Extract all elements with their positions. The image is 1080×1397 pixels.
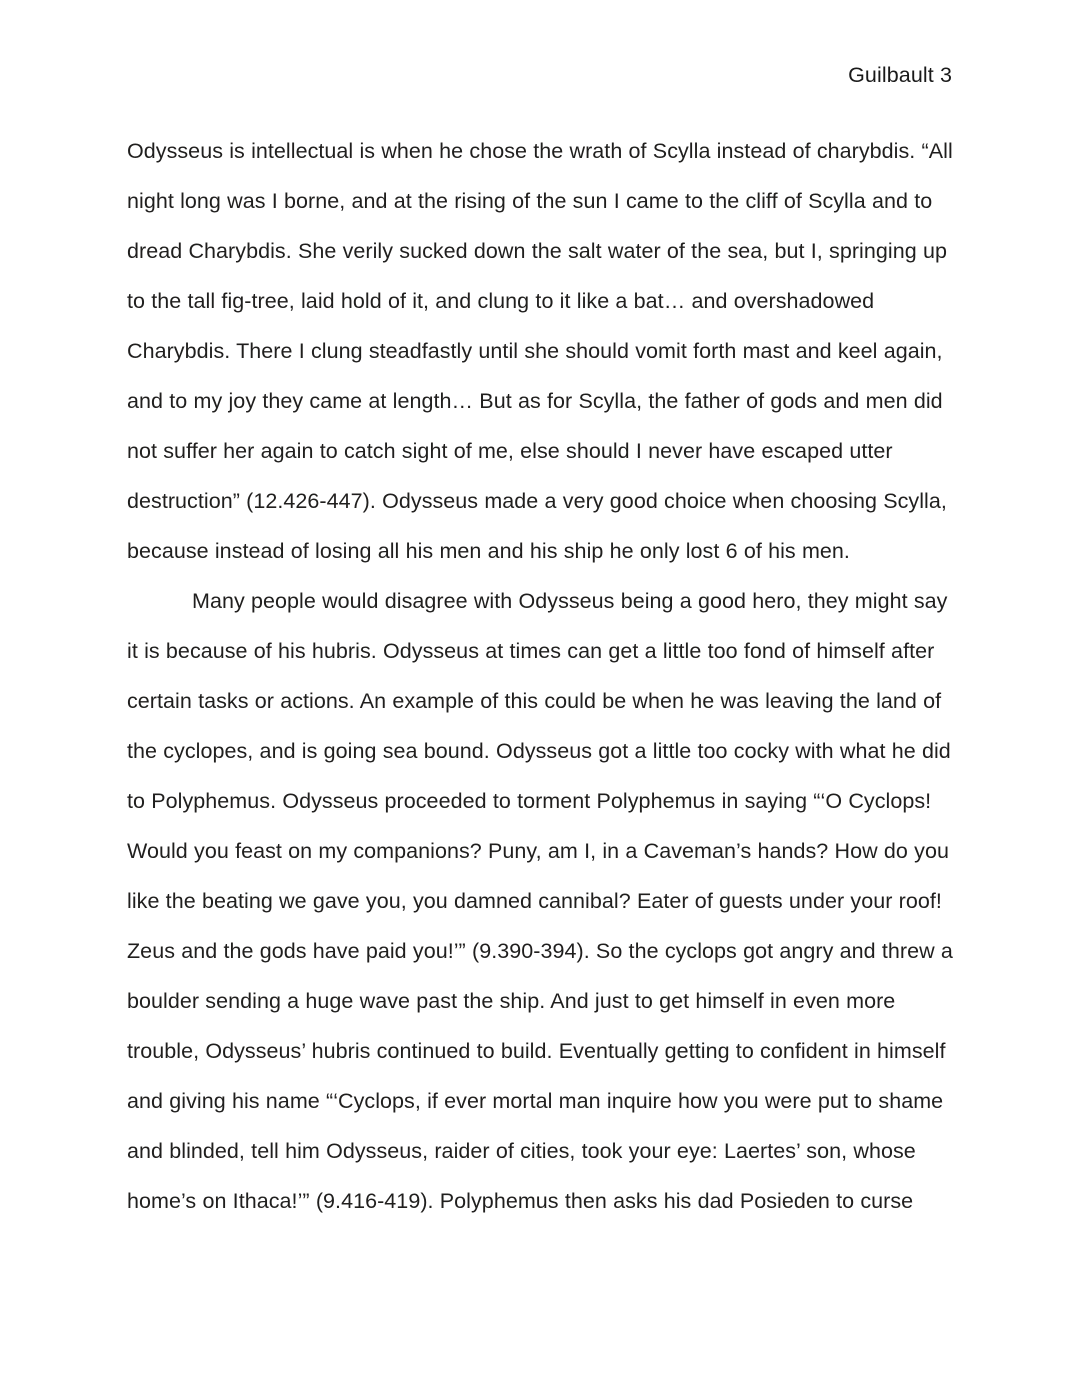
paragraph-hubris: Many people would disagree with Odysseus being a good hero, they might say it is because of his hubris. Odysseus at times can get a little too fond of himself after certain tasks or actions. An example of this could be when he was leaving the land of the cyclopes, and is going sea bound. Odysseus got a little too cocky with what he did to Polyphemus. Odysseus proceeded to torment Polyphemus in saying “‘O Cyclops! Would you feast on my companions? Puny, am I, in a Caveman’s hands? How do you like the beating we gave you, you damned cannibal? Eater of guests under your roof! Zeus and the gods have paid you!’” (9.390-394). So the cyclops got angry and threw a boulder sending a huge wave past the ship. And just to get himself in even more trouble, Odysseus’ hubris continued to build. Eventually getting to confident in himself and giving his name “‘Cyclops, if ever mortal man inquire how you were put to shame and blinded, tell him Odysseus, raider of cities, took your eye: Laertes’ son, whose home’s on Ithaca!’” (9.416-419). Polyphemus then asks his dad Posieden to curse [127,589,953,1213]
page-header-running-head: Guilbault 3 [848,63,952,87]
document-body [127,126,953,1226]
paragraph-scylla-charybdis: Odysseus is intellectual is when he chose the wrath of Scylla instead of charybdis. “All night long was I borne, and at the rising of the sun I came to the cliff of Scylla and to dread Charybdis. She verily sucked down the salt water of the sea, but I, springing up to the tall fig-tree, laid hold of it, and clung to it like a bat… and overshadowed Charybdis. There I clung steadfastly until she should vomit forth mast and keel again, and to my joy they came at length… But as for Scylla, the father of gods and men did not suffer her again to catch sight of me, else should I never have escaped utter destruction” (12.426-447). Odysseus made a very good choice when choosing Scylla, because instead of losing all his men and his ship he only lost 6 of his men. [127,139,953,563]
